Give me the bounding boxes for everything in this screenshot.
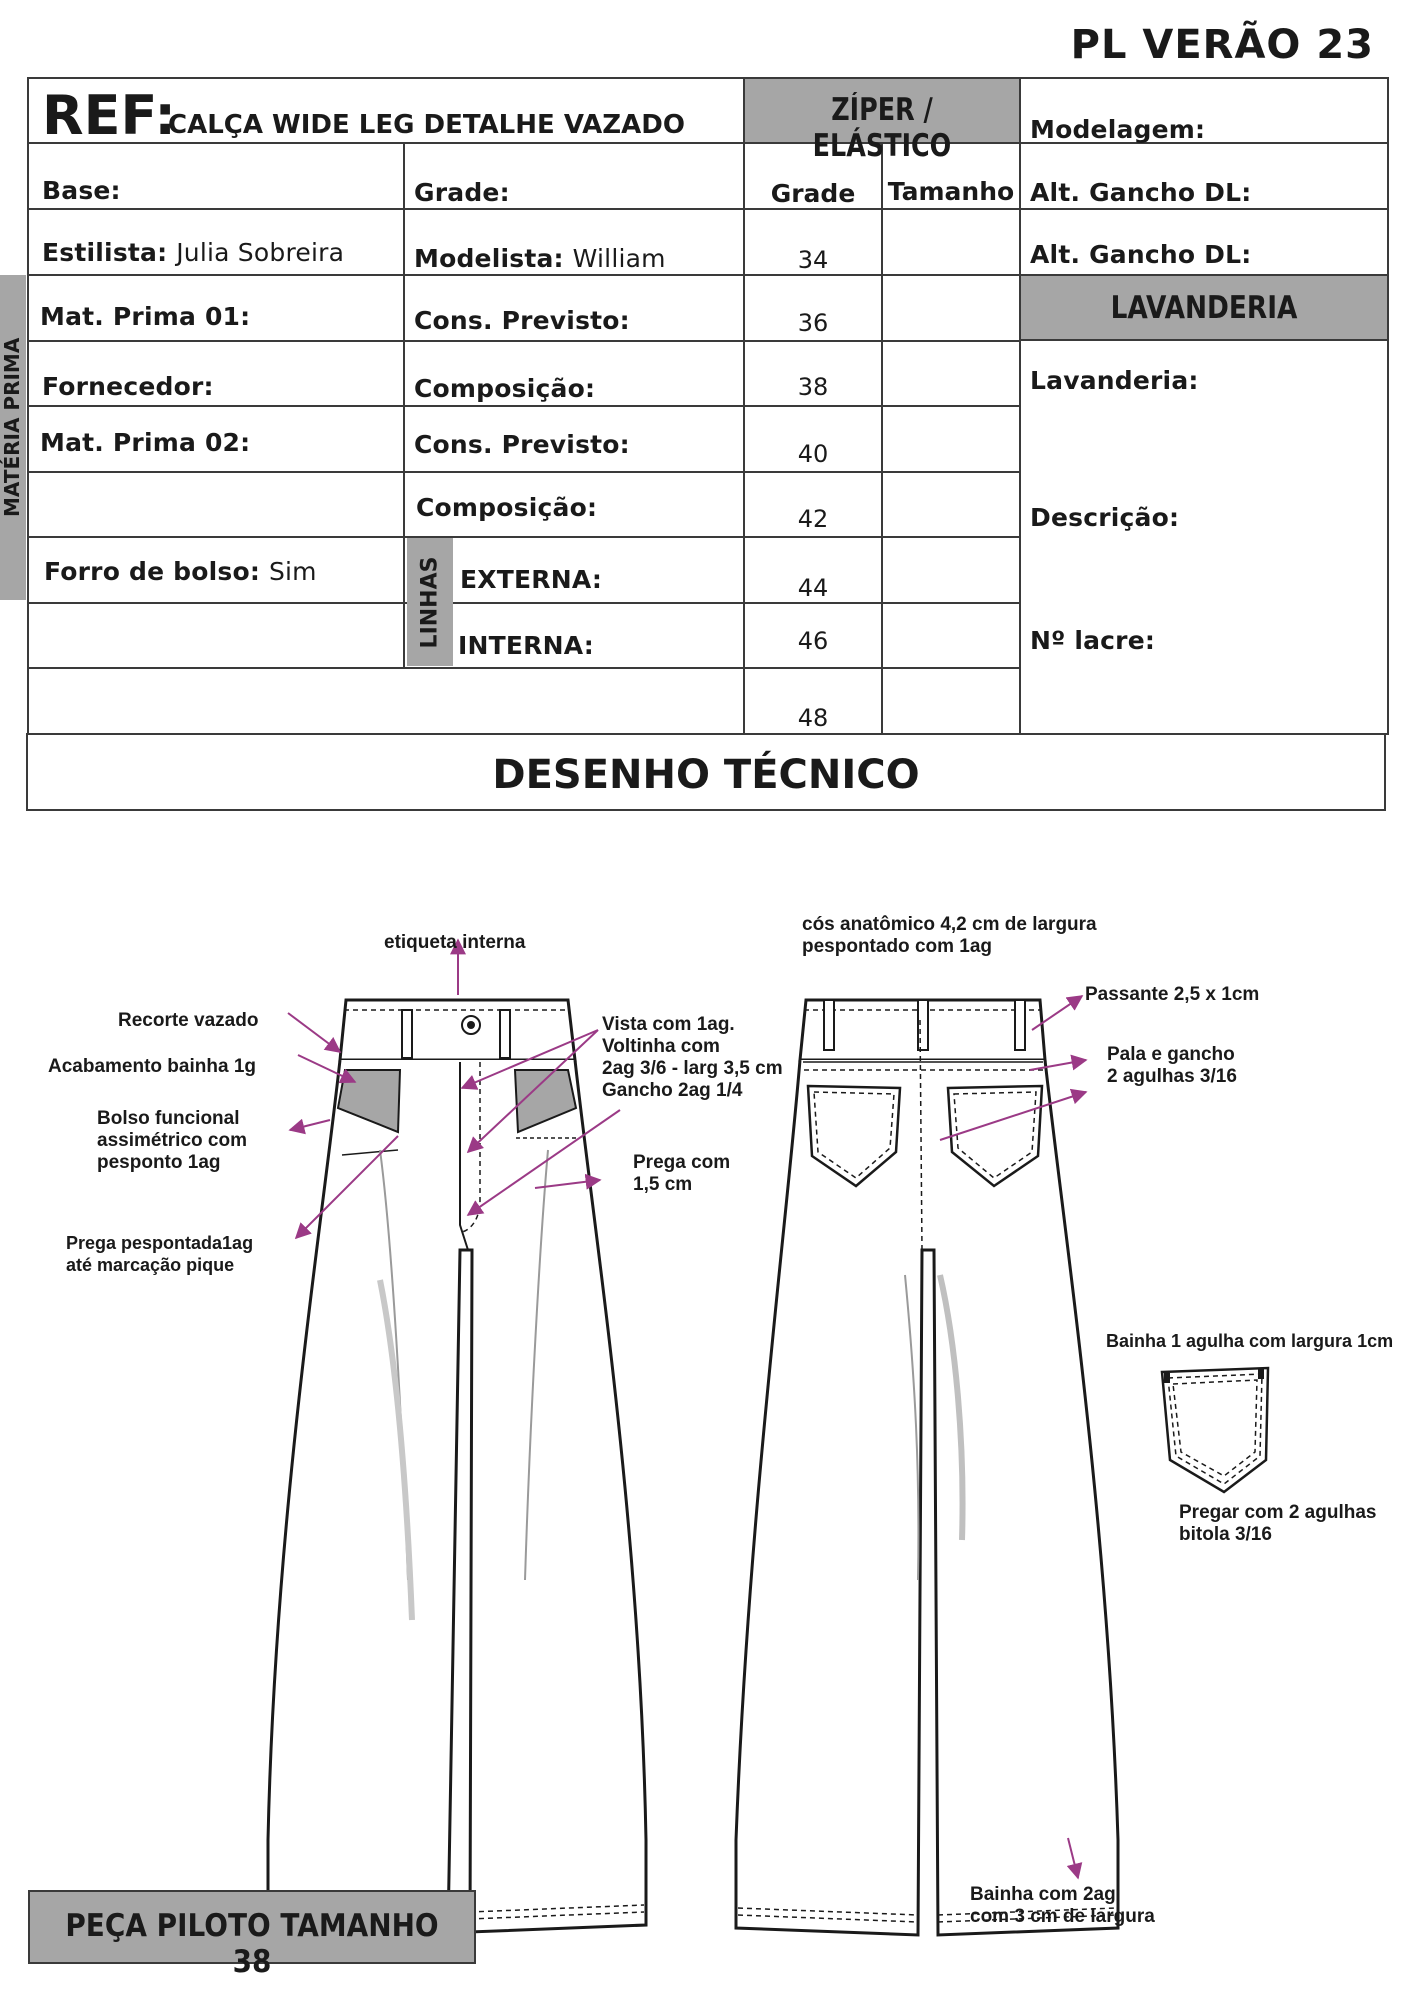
modelista-value: William xyxy=(572,244,666,273)
grade-label: Grade: xyxy=(414,178,510,207)
materia-prima-tab-label: MATÉRIA PRIMA xyxy=(0,337,24,517)
size-34: 34 xyxy=(797,246,829,274)
ref-label: REF: xyxy=(42,84,176,147)
forro-field xyxy=(44,557,317,586)
size-40: 40 xyxy=(797,440,829,468)
note-bainha-hem: Bainha com 2ag com 3 cm de largura xyxy=(970,1884,1155,1927)
interna-label: INTERNA: xyxy=(458,631,594,660)
composicao-2-label: Composição: xyxy=(416,493,598,522)
season-title: PL VERÃO 23 xyxy=(1070,22,1374,68)
base-label: Base: xyxy=(42,176,121,205)
grade-col-header: Grade xyxy=(770,179,856,208)
note-etiqueta-interna: etiqueta interna xyxy=(384,932,526,953)
forro-label: Forro de bolso: xyxy=(44,557,261,586)
composicao-1-label: Composição: xyxy=(414,374,596,403)
spec-sheet xyxy=(0,0,1414,820)
note-prega: Prega com 1,5 cm xyxy=(633,1152,731,1195)
note-pala-gancho: Pala e gancho 2 agulhas 3/16 xyxy=(1107,1044,1237,1087)
linhas-tab-label: LINHAS xyxy=(417,556,443,649)
estilista-field xyxy=(42,238,344,267)
estilista-label: Estilista: xyxy=(42,238,168,267)
size-48: 48 xyxy=(797,704,829,732)
size-36: 36 xyxy=(797,309,829,337)
cons-previsto-1-label: Cons. Previsto: xyxy=(414,306,630,335)
mat-prima-01-label: Mat. Prima 01: xyxy=(40,302,251,331)
note-pregar-agulhas: Pregar com 2 agulhas bitola 3/16 xyxy=(1179,1502,1377,1545)
lacre-label: Nº lacre: xyxy=(1030,626,1156,655)
size-38: 38 xyxy=(797,373,829,401)
lavanderia-header: LAVANDERIA xyxy=(1110,290,1298,326)
modelagem-label: Modelagem: xyxy=(1030,115,1206,144)
modelista-label: Modelista: xyxy=(414,244,564,273)
note-bainha-pocket: Bainha 1 agulha com largura 1cm xyxy=(1106,1331,1394,1351)
pocket-detail-drawing xyxy=(1162,1368,1268,1492)
tamanho-col-header: Tamanho xyxy=(887,177,1015,206)
estilista-value: Julia Sobreira xyxy=(176,238,345,267)
drawing-title: DESENHO TÉCNICO xyxy=(492,752,920,798)
back-pants-drawing xyxy=(736,1000,1118,1935)
note-recorte-vazado: Recorte vazado xyxy=(118,1010,259,1031)
mat-prima-02-label: Mat. Prima 02: xyxy=(40,428,251,457)
forro-value: Sim xyxy=(268,557,317,586)
size-46: 46 xyxy=(797,627,829,655)
note-bolso-funcional: Bolso funcional assimétrico com pesponto 1ag xyxy=(97,1108,247,1173)
note-cos-anatomico: cós anatômico 4,2 cm de largura pespontado com 1ag xyxy=(802,914,1097,957)
alt-gancho-2-label: Alt. Gancho DL: xyxy=(1030,240,1252,269)
pilot-label: PEÇA PILOTO TAMANHO 38 xyxy=(65,1908,439,1980)
externa-label: EXTERNA: xyxy=(460,565,603,594)
closure-label: ZÍPER / ELÁSTICO xyxy=(812,92,952,164)
size-44: 44 xyxy=(797,574,829,602)
lavanderia-label: Lavanderia: xyxy=(1030,366,1199,395)
note-prega-pespontada: Prega pespontada1ag até marcação pique xyxy=(66,1233,254,1275)
alt-gancho-1-label: Alt. Gancho DL: xyxy=(1030,178,1252,207)
front-pants-drawing xyxy=(268,1000,646,1932)
cons-previsto-2-label: Cons. Previsto: xyxy=(414,430,630,459)
ref-name: CALÇA WIDE LEG DETALHE VAZADO xyxy=(168,110,685,140)
descricao-label: Descrição: xyxy=(1030,503,1180,532)
note-passante: Passante 2,5 x 1cm xyxy=(1085,984,1260,1005)
note-acabamento-bainha: Acabamento bainha 1g xyxy=(48,1056,256,1077)
modelista-field xyxy=(414,244,666,273)
note-vista: Vista com 1ag. Voltinha com 2ag 3/6 - larg 3,5 cm Gancho 2ag 1/4 xyxy=(602,1014,783,1101)
fornecedor-label: Fornecedor: xyxy=(42,372,214,401)
size-42: 42 xyxy=(797,505,829,533)
